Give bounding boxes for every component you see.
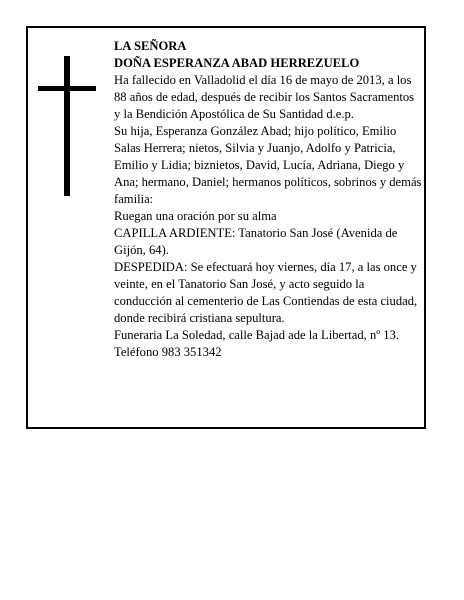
obituary-text [114,38,422,361]
family-list: Su hija, Esperanza González Abad; hijo político, Emilio Salas Herrera; nietos, Silvia y Juanjo, Adolfo y Patricia, Emilio y Lidia; biznietos, David, Lucía, Adriana, Diego y Ana; hermano, Daniel; hermanos políticos, sobrinos y demás familia: [114,124,422,206]
notice-heading-title: LA SEÑORA [114,39,187,53]
cross-horizontal-bar [38,86,96,91]
wake-location: CAPILLA ARDIENTE: Tanatorio San José (Avenida de Gijón, 64). [114,226,398,257]
prayer-request: Ruegan una oración por su alma [114,209,277,223]
cross-vertical-bar [64,56,70,196]
funeral-details: DESPEDIDA: Se efectuará hoy viernes, día 17, a las once y veinte, en el Tanatorio San José, y acto seguido la conducción al cementerio de Las Contiendas de esta ciudad, donde recibirá cristiana sepultura. [114,260,418,325]
notice-heading-name: DOÑA ESPERANZA ABAD HERREZUELO [114,56,360,70]
death-announcement: Ha fallecido en Valladolid el día 16 de mayo de 2013, a los 88 años de edad, después de recibir los Santos Sacramentos y la Bendición Apostólica de Su Santidad d.e.p. [114,73,415,121]
funeral-home-contact: Funeraria La Soledad, calle Bajad ade la Libertad, nº 13. Teléfono 983 351342 [114,328,400,359]
cross-icon [38,56,96,196]
